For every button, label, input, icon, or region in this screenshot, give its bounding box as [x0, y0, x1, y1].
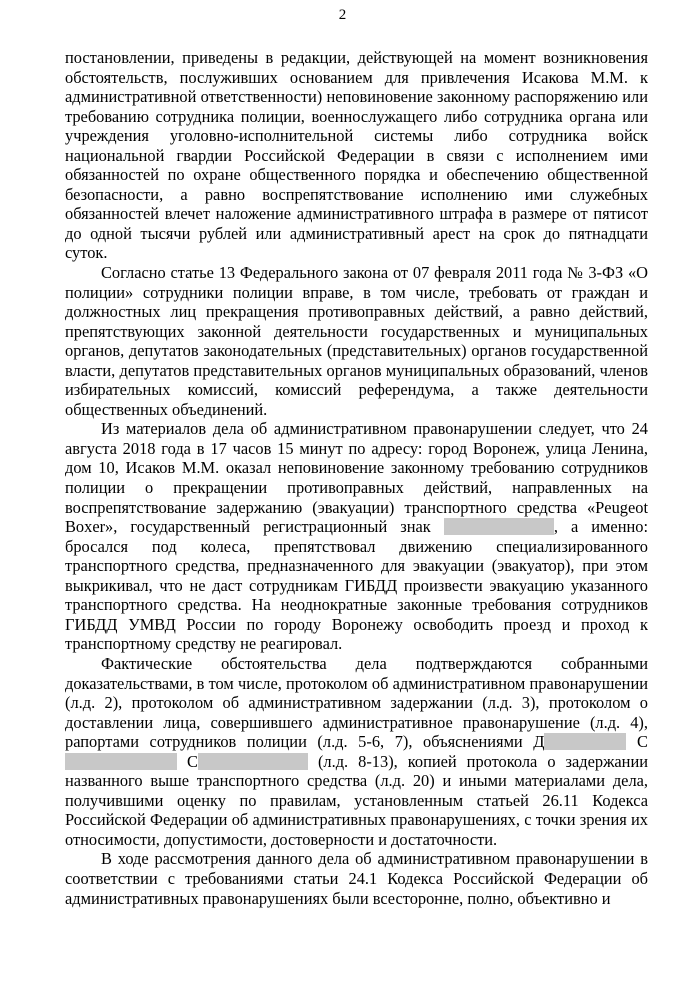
paragraph-3 [65, 419, 648, 654]
paragraph-4 [65, 654, 648, 849]
paragraph-5: В ходе рассмотрения данного дела об административном правонарушении в соответствии с требованиями статьи 24.1 Кодекса Российской Федерации об административных правонарушениях были всесторонне, полно, объективно и [65, 849, 648, 908]
redacted-name-3 [198, 753, 308, 770]
paragraph-3-text-after: , а именно: бросался под колеса, препятствовал движению специализированного транспортного средства, предназначенного для эвакуации (эвакуатор), при этом выкрикивал, что не даст сотрудникам ГИБДД произвести эвакуацию указанного транспортного средства. На неоднократные законные требования сотрудников ГИБДД УМВД России по городу Воронежу освободить проезд и проход к транспортному средству не реагировал. [65, 517, 648, 654]
paragraph-4-letter-3: С [187, 751, 198, 771]
redacted-plate-number [444, 518, 554, 535]
paragraph-4-text-before: Фактические обстоятельства дела подтверждаются собранными доказательствами, в том числе, протоколом об административном правонарушении (л.д. 2), протоколом об административном задержании (л.д. 3), протоколом о доставлении лица, совершившего административное правонарушение (л.д. 4), рапортами сотрудников полиции (л.д. 5-6, 7), объяснениями Д [65, 653, 648, 752]
document-body [65, 48, 648, 908]
paragraph-3-text-before: Из материалов дела об административном правонарушении следует, что 24 августа 2018 года в 17 часов 15 минут по адресу: город Воронеж, улица Ленина, дом 10, Исаков М.М. оказал неповиновение законному требованию сотрудников полиции о прекращении противоправных действий, направленных на воспрепятствование задержанию (эвакуации) транспортного средства «Peugeot Boxer», государственный регистрационный знак [65, 419, 648, 537]
paragraph-4-text-after: (л.д. 8-13), копией протокола о задержании названного выше транспортного средства (л.д. 20) и иными материалами дела, получившими оценку по правилам, установленным статьей 26.11 Кодекса Российской Федерации об административных правонарушениях, с точки зрения их относимости, допустимости, достоверности и достаточности. [65, 751, 648, 849]
page-number: 2 [338, 7, 347, 23]
redacted-name-2 [65, 753, 177, 770]
paragraph-1: постановлении, приведены в редакции, действующей на момент возникновения обстоятельств, послуживших основанием для привлечения Исакова М.М. к административной ответственности) неповиновение законному распоряжению или требованию сотрудника полиции, военнослужащего либо сотрудника органа или учреждения уголовно-исполнительной системы либо сотрудника войск национальной гвардии Российской Федерации в связи с исполнением ими обязанностей по охране общественного порядка и обеспечению общественной безопасности, а равно воспрепятствование исполнению ими служебных обязанностей влечет наложение административного штрафа в размере от пятисот до одной тысячи рублей или административный арест на срок до пятнадцати суток. [65, 48, 648, 263]
paragraph-4-letter-2: С [637, 732, 648, 752]
paragraph-2: Согласно статье 13 Федерального закона от 07 февраля 2011 года № 3-ФЗ «О полиции» сотрудники полиции вправе, в том числе, требовать от граждан и должностных лиц прекращения противоправных действий, а равно действий, препятствующих законной деятельности государственных и муниципальных органов, депутатов законодательных (представительных) органов государственной власти, депутатов представительных органов муниципальных образований, членов избирательных комиссий, комиссий референдума, а также деятельности общественных объединений. [65, 263, 648, 419]
redacted-name-1 [544, 733, 626, 750]
